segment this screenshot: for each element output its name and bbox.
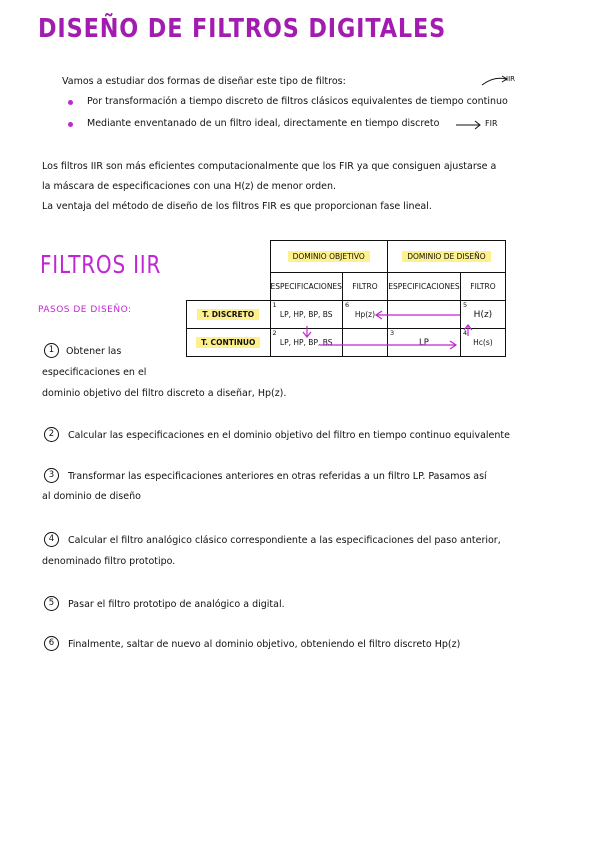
step-2-line-1: Calcular las especificaciones en el dominio objetivo del filtro en tiempo continuo equivalente [68, 430, 510, 441]
step-5-line-1: Pasar el filtro prototipo de analógico a digital. [68, 599, 285, 610]
cell-r2-espec2: 3 LP [387, 329, 460, 357]
paragraph-2: La ventaja del método de diseño de los filtros FIR es que proporcionan fase lineal. [42, 201, 432, 212]
right-arrow-icon [455, 119, 483, 131]
row-label-continuo: T. CONTINUO [187, 329, 271, 357]
cell-r1-espec: 1 LP, HP, BP, BS [270, 301, 342, 329]
paragraph-1-line-1: Los filtros IIR son más eficientes computacionalmente que los FIR ya que consiguen ajustarse a [42, 161, 497, 172]
domain-table [186, 240, 506, 357]
bullet-item-2-suffix: FIR [485, 119, 498, 128]
step-4-number: 4 [44, 532, 59, 547]
cell-r2-filtro [342, 329, 387, 357]
table-header-diseno: DOMINIO DE DISEÑO [387, 241, 505, 273]
table-sub-espec-1: ESPECIFICACIONES [270, 273, 342, 301]
table-sub-filtro-2: FILTRO [460, 273, 505, 301]
table-header-objetivo: DOMINIO OBJETIVO [270, 241, 387, 273]
step-1-line-1: Obtener las [66, 346, 122, 357]
row-label-discreto: T. DISCRETO [187, 301, 271, 329]
cell-r1-espec2 [387, 301, 460, 329]
cell-r1-filtro: 6 Hp(z) [342, 301, 387, 329]
step-5-number: 5 [44, 596, 59, 611]
step-1-number: 1 [44, 343, 59, 358]
step-4-line-2: denominado filtro prototipo. [42, 556, 176, 567]
step-4-line-1: Calcular el filtro analógico clásico correspondiente a las especificaciones del paso anterior, [68, 535, 501, 546]
bullet-item-2: Mediante enventanado de un filtro ideal, directamente en tiempo discreto [87, 118, 440, 129]
cell-r1-filtro2: 5 H(z) [460, 301, 505, 329]
step-1-line-3: dominio objetivo del filtro discreto a diseñar, Hp(z). [42, 388, 287, 399]
bullet-dot-icon [68, 100, 73, 105]
table-blank-corner-2 [187, 273, 271, 301]
paragraph-1-line-2: la máscara de especificaciones con una H(z) de menor orden. [42, 181, 337, 192]
step-6-line-1: Finalmente, saltar de nuevo al dominio objetivo, obteniendo el filtro discreto Hp(z) [68, 639, 461, 650]
table-blank-corner [187, 241, 271, 273]
step-3-line-1: Transformar las especificaciones anteriores en otras referidas a un filtro LP. Pasamos así [68, 471, 487, 482]
table-sub-espec-2: ESPECIFICACIONES [387, 273, 460, 301]
bullet-dot-icon [68, 122, 73, 127]
step-1-line-2: especificaciones en el [42, 367, 147, 378]
pasos-label: PASOS DE DISEÑO: [38, 305, 132, 315]
bullet-item-1: Por transformación a tiempo discreto de filtros clásicos equivalentes de tiempo continuo [87, 96, 508, 107]
step-2-number: 2 [44, 427, 59, 442]
cell-r2-filtro2: 4 Hc(s) [460, 329, 505, 357]
page-title: DISEÑO DE FILTROS DIGITALES [38, 14, 447, 44]
step-6-number: 6 [44, 636, 59, 651]
intro-iir-label: IIR [506, 75, 515, 83]
step-3-line-2: al dominio de diseño [42, 491, 141, 502]
step-3-number: 3 [44, 468, 59, 483]
section-title: FILTROS IIR [40, 250, 162, 279]
table-sub-filtro-1: FILTRO [342, 273, 387, 301]
intro-text: Vamos a estudiar dos formas de diseñar este tipo de filtros: [62, 76, 346, 87]
cell-r2-espec: 2 LP, HP, BP, BS [270, 329, 342, 357]
